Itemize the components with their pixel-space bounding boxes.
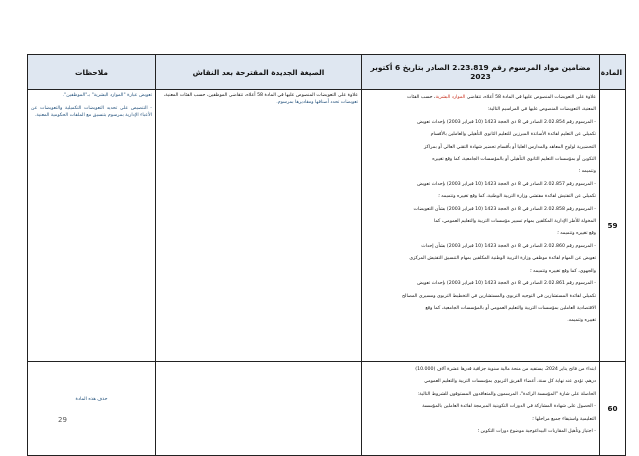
article-number: 59 [600, 90, 626, 362]
content-line: - الحصول على شهادة المشاركة في الدورات التكوينية المبرمجة لفائدة العاملين بالمؤسسة [422, 404, 596, 410]
table-row-article-59 [28, 90, 626, 362]
header-proposed-wording: الصيغة الجديدة المقترحة بعد النقاش [156, 55, 362, 90]
content-line: علاوة على التعويضات المنصوص عليها في المادة 58 أعلاه، تتقاضى الموارد البشرية، حسب الفئات [407, 95, 596, 100]
articles-comparison-table [27, 54, 626, 456]
content-line: - المرسوم رقم 2.02.858 الصادر في 8 ذي الحجة 1423 (10 فبراير 2003) بشأن التعويضات [413, 206, 596, 212]
content-line: - المرسوم رقم 2.02.861 الصادر في 8 ذي الحجة 1423 (10 فبراير 2003) بإحداث تعويض [417, 281, 596, 287]
proposal-text: حسب الفئات المعنية، [163, 93, 207, 98]
content-line: درهم، تؤدى عند نهاية كل سنة، أعضاء الفريق التربوي بمؤسسات التربية والتعليم العمومي [424, 379, 596, 385]
highlighted-term: الموارد البشرية [435, 95, 466, 100]
content-line: التكوين أو بمؤسسات التعليم الثانوي التأهيلي أو بالمؤسسات الجامعية، كما وقع تغييره [432, 157, 596, 163]
content-line: والجهوي، كما وقع تغييره وتتميمه ؛ [530, 268, 596, 274]
content-line: المعنية، التعويضات المنصوص عليها في المراسيم التالية: [487, 107, 596, 113]
content-line: - المرسوم رقم 2.02.860 الصادر في 8 ذي الحجة 1423 (10 فبراير 2003) بشأن إحداث [421, 243, 596, 249]
content-line: وتتميمه ؛ [578, 169, 596, 175]
article-content [362, 90, 600, 362]
notes [28, 362, 156, 456]
header-row [28, 55, 626, 90]
proposal-text-emphasis: تعويضات تحدد أصنافها ومقاديرها بمرسوم. [276, 100, 358, 105]
note-line: تعويض عبارة "الموارد البشرية" بـ"الموظفين". [62, 93, 152, 98]
header-article-number: المادة [600, 55, 626, 90]
article-number: 60 [600, 362, 626, 456]
content-line: - اجتياز وتأهيل المقاربات البيداغوجية موضوع دورات التكوين ؛ [477, 429, 596, 435]
proposed-wording [156, 362, 362, 456]
article-content [362, 362, 600, 456]
table-row-article-60 [28, 362, 626, 456]
page-number: 29 [58, 416, 67, 424]
content-line: تغييره وتتميمه. [567, 318, 596, 324]
content-line: ابتداء من فاتح يناير 2024، يستفيد من منحة مالية سنوية جزافية قدرها عشرة آلاف (10.000) [415, 367, 596, 372]
content-line: - المرسوم رقم 2.02.854 الصادر في 8 ذي الحجة 1423 (10 فبراير 2003) بإحداث تعويض [417, 119, 596, 125]
notes [28, 90, 156, 362]
content-line: وقع تغييره وتتميمه ؛ [557, 231, 596, 237]
header-decree-content: مضامين مواد المرسوم رقم 2.23.819 الصادر بتاريخ 6 أكتوبر 2023 [362, 55, 600, 90]
content-line: تكميلي عن التفتيش لفائدة مفتشي وزارة التربية الوطنية، كما وقع تغييره وتتميمه ؛ [438, 194, 596, 200]
content-line: التعليمية واستيفاء جميع مراحلها ؛ [532, 416, 596, 422]
content-line: - المرسوم رقم 2.02.857 الصادر في 8 ذي الحجة 1423 (10 فبراير 2003) بإحداث تعويض [417, 181, 596, 187]
header-notes: ملاحظات [28, 55, 156, 90]
content-line: المخولة للأطر الإدارية المكلفين بمهام تسيير مؤسسات التربية والتعليم العمومي، كما [433, 219, 596, 225]
content-line: تكميلي لفائدة المستشارين في التوجيه التربوي والمستشارين في التخطيط التربوي ومسيري المصالح [402, 293, 596, 299]
proposal-text: علاوة على التعويضات المنصوص عليها في المادة 58 أعلاه، تتقاضى الموظفين، [206, 93, 358, 98]
content-line: تعويض عن المهام لفائدة موظفي وزارة التربية الوطنية المكلفين بمهام التنسيق التفتيش المركزي [409, 256, 596, 262]
content-line: الاقتصادية العاملين بمؤسسات التربية والتعليم العمومي أو بالمؤسسات الجامعية، كما وقع [425, 305, 596, 311]
note-line: حذف هذه المادة [75, 397, 108, 402]
content-line: تكميلي عن التعليم لفائدة الأساتذة المبرزين للتعليم الثانوي التأهيلي والعاملين بالأقسام [430, 132, 596, 138]
content-line: التحضيرية لولوج المعاهد والمدارس العليا أو بأقسام تحضير شهادة التقني العالي أو بمراكز [424, 144, 596, 150]
note-line: - التنصيص على تحديد التعويضات التكميلية والتعويضات عن الأعباء الإدارية بمرسوم بتنسيق مع الملفات الحكومية المعنية. [31, 106, 152, 118]
content-line: الحاصلة على شارة "المؤسسة الرائدة"، المرسمون والمتعاقدون المستوفون للشروط التالية: [417, 391, 596, 397]
proposed-wording [156, 90, 362, 362]
